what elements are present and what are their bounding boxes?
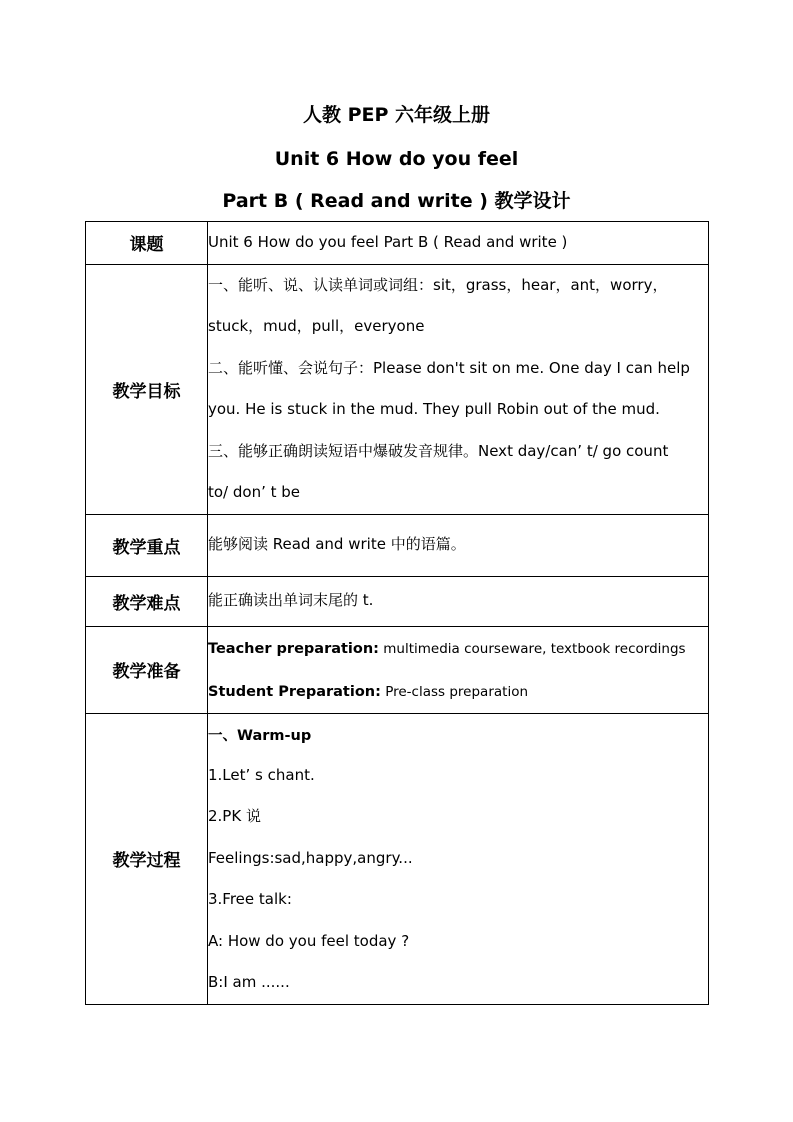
objective-line: 一、能听、说、认读单词或词组：sit，grass，hear，ant，worry， xyxy=(208,275,668,294)
row-topic xyxy=(86,222,709,265)
process-line: A: How do you feel today ? xyxy=(208,931,410,950)
objectives-cell xyxy=(208,264,709,514)
objective-line: you. He is stuck in the mud. They pull Robin out of the mud. xyxy=(208,400,660,418)
process-cell xyxy=(208,713,709,1004)
objective-line: stuck，mud，pull，everyone xyxy=(208,317,425,335)
objective-line: 二、能听懂、会说句子：Please don't sit on me. One day I can help xyxy=(208,358,690,377)
process-line: 3.Free talk: xyxy=(208,890,292,908)
process-line: Feelings:sad,happy,angry... xyxy=(208,848,413,867)
row-key-points xyxy=(86,514,709,576)
student-preparation xyxy=(208,670,708,713)
objectives-label: 教学目标 xyxy=(86,264,208,514)
document-title-block xyxy=(0,104,793,212)
difficulties-cell xyxy=(208,576,709,626)
row-process xyxy=(86,713,709,1004)
difficulties-value: 能正确读出单词末尾的 t. xyxy=(208,591,374,610)
teacher-preparation xyxy=(208,627,708,670)
preparation-cell xyxy=(208,626,709,713)
teacher-preparation-label: Teacher preparation: xyxy=(208,640,379,657)
key-points-cell xyxy=(208,514,709,576)
process-line: 1.Let’ s chant. xyxy=(208,765,315,784)
student-preparation-value: Pre-class preparation xyxy=(380,683,529,700)
lesson-plan-table xyxy=(85,221,709,1005)
topic-value-cell xyxy=(208,222,709,265)
process-line: 2.PK 说 xyxy=(208,807,261,825)
row-difficulties xyxy=(86,576,709,626)
key-points-label: 教学重点 xyxy=(86,514,208,576)
student-preparation-label: Student Preparation: xyxy=(208,683,381,700)
row-preparation xyxy=(86,626,709,713)
title-part: Part B ( Read and write ) 教学设计 xyxy=(222,190,571,212)
objective-line: 三、能够正确朗读短语中爆破发音规律。Next day/can’ t/ go count xyxy=(208,441,669,460)
difficulties-label: 教学难点 xyxy=(86,576,208,626)
process-heading: 一、Warm-up xyxy=(208,727,312,744)
teacher-preparation-value: multimedia courseware, textbook recordings xyxy=(378,640,686,657)
objective-line: to/ don’ t be xyxy=(208,483,301,501)
row-objectives xyxy=(86,264,709,514)
topic-value: Unit 6 How do you feel Part B ( Read and write ) xyxy=(208,233,568,251)
preparation-label: 教学准备 xyxy=(86,626,208,713)
topic-label: 课题 xyxy=(86,222,208,265)
title-unit: Unit 6 How do you feel xyxy=(274,148,519,170)
title-grade: 人教 PEP 六年级上册 xyxy=(302,104,491,126)
process-label: 教学过程 xyxy=(86,713,208,1004)
key-points-value: 能够阅读 Read and write 中的语篇。 xyxy=(208,535,466,554)
process-line: B:I am ...... xyxy=(208,973,290,991)
